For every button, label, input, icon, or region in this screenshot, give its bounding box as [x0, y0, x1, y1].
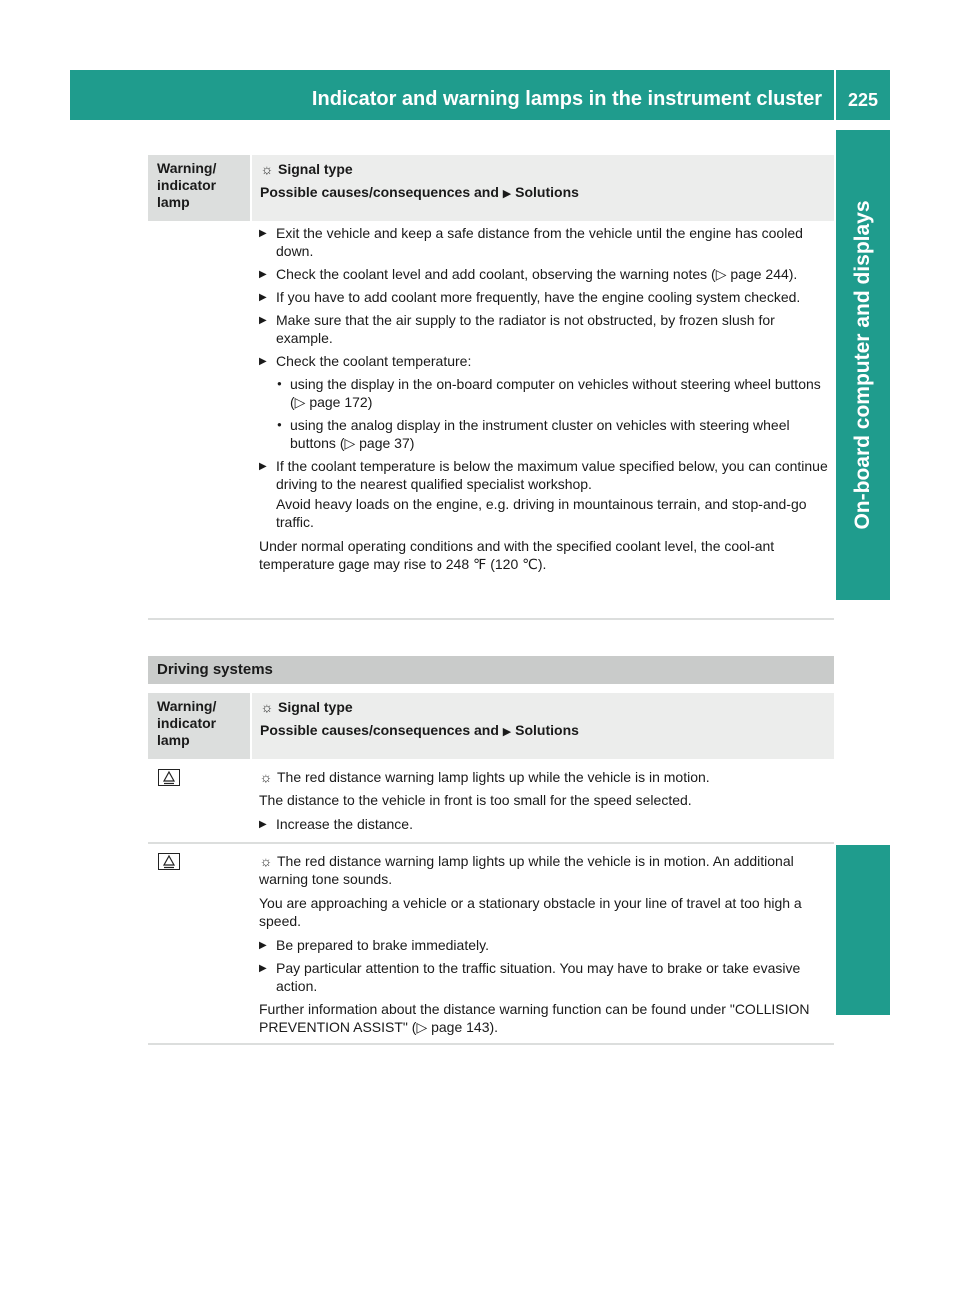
page-number: 225: [847, 90, 879, 110]
side-marker-block: [836, 845, 890, 1015]
chapter-title: Indicator and warning lamps in the instrument cluster: [311, 88, 822, 110]
action-item: ▶ Check the coolant level and add coolant, observing the warning notes (▷ page 244).: [259, 265, 829, 283]
signal-type-label: Signal type: [278, 699, 353, 715]
section-side-tab[interactable]: [836, 130, 890, 600]
table-header: [148, 693, 834, 759]
action-item: ▶ If the coolant temperature is below the maximum value specified below, you can continue driving to the nearest qualified specialist workshop.: [259, 457, 829, 493]
action-item: ▶ Make sure that the air supply to the radiator is not obstructed, by frozen slush for example.: [259, 311, 829, 347]
distance-row-2: [259, 852, 829, 1042]
cause-text: The distance to the vehicle in front is too small for the speed selected.: [259, 792, 692, 808]
table-header: [148, 155, 834, 221]
solutions-label: Solutions: [515, 184, 579, 200]
solutions-label: Solutions: [515, 722, 579, 738]
arrow-right-icon: ▶: [502, 726, 512, 738]
causes-label: Possible causes/consequences and: [260, 184, 499, 200]
causes-label: Possible causes/consequences and: [260, 722, 499, 738]
sun-icon: ☼: [260, 699, 274, 715]
row-divider: [148, 842, 834, 844]
action-note: Avoid heavy loads on the engine, e.g. driving in mountainous terrain, and stop-and-go traffic.: [276, 496, 807, 530]
chapter-header: [70, 70, 834, 120]
page-number-box: [836, 70, 890, 120]
action-item: ▶ Increase the distance.: [259, 815, 829, 833]
action-item: ▶ Be prepared to brake immediately.: [259, 936, 829, 954]
coolant-content: [259, 224, 829, 579]
signal-text: The red distance warning lamp lights up while the vehicle is in motion. An additional warning tone sounds.: [259, 853, 794, 887]
side-tab-label: On-board computer and displays: [851, 200, 874, 530]
header-signal-column: [252, 155, 834, 221]
sun-icon: ☼: [259, 853, 273, 869]
distance-warning-icon: [157, 768, 181, 786]
sun-icon: ☼: [259, 769, 273, 785]
row-divider: [148, 1043, 834, 1045]
sun-icon: ☼: [260, 161, 274, 177]
coolant-footer: Under normal operating conditions and with the specified coolant level, the cool-ant temperature gage may rise to 248 ℉ (120 ℃).: [259, 538, 775, 572]
header-lamp-column: Warning/ indicator lamp: [148, 693, 250, 759]
action-item: ▶ Pay particular attention to the traffic situation. You may have to brake or take evasive action.: [259, 959, 829, 995]
arrow-right-icon: ▶: [502, 188, 512, 200]
row-divider: [148, 618, 834, 620]
signal-type-label: Signal type: [278, 161, 353, 177]
header-lamp-column: Warning/ indicator lamp: [148, 155, 250, 221]
signal-text: The red distance warning lamp lights up while the vehicle is in motion.: [277, 769, 710, 785]
action-item: ▶ Check the coolant temperature:: [259, 352, 829, 370]
header-signal-column: [252, 693, 834, 759]
distance-warning-icon: [157, 852, 181, 870]
bullet-item: ● using the analog display in the instrument cluster on vehicles with steering wheel buttons (▷ page 37): [259, 416, 829, 452]
row-footer: Further information about the distance warning function can be found under "COLLISION PREVENTION ASSIST" (▷ page 143).: [259, 1001, 810, 1035]
section-title: Driving systems: [148, 656, 834, 684]
action-item: ▶ If you have to add coolant more frequently, have the engine cooling system checked.: [259, 288, 829, 306]
action-item: ▶ Exit the vehicle and keep a safe distance from the vehicle until the engine has cooled down.: [259, 224, 829, 260]
cause-text: You are approaching a vehicle or a stationary obstacle in your line of travel at too high a speed.: [259, 895, 802, 929]
distance-row-1: [259, 768, 829, 838]
bullet-item: ● using the display in the on-board computer on vehicles without steering wheel buttons (▷ page 172): [259, 375, 829, 411]
